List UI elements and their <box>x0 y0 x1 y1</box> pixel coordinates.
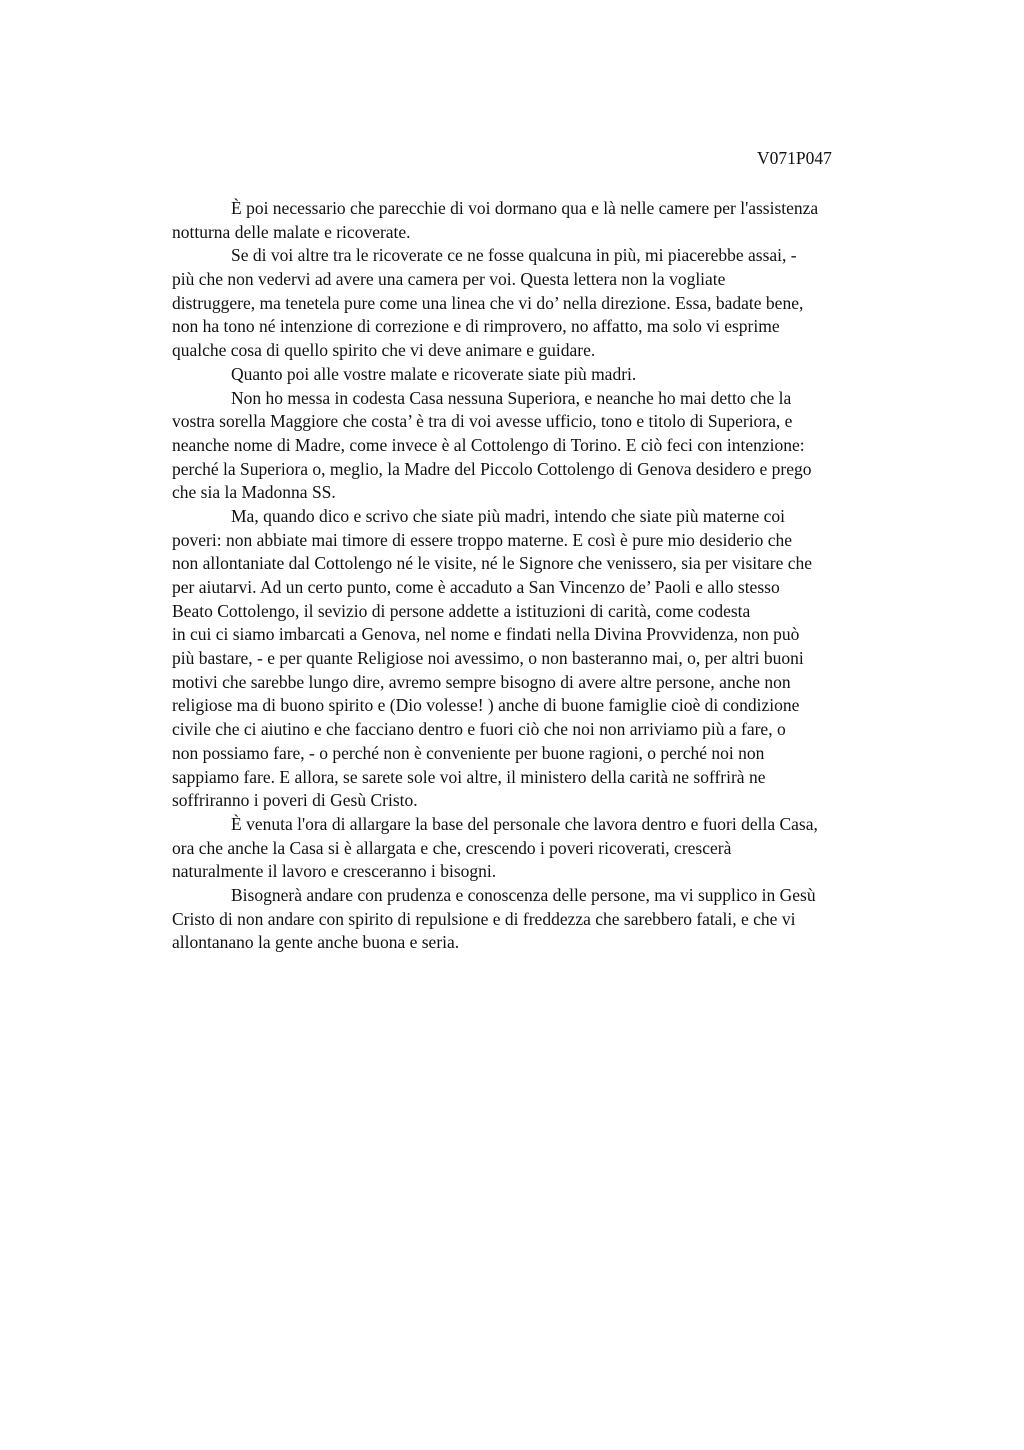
text-line: Bisognerà andare con prudenza e conoscenza delle persone, ma vi supplico in Gesù <box>231 884 816 905</box>
text-line: naturalmente il lavoro e cresceranno i bisogni. <box>172 861 497 882</box>
text-line: che sia la Madonna SS. <box>172 482 336 503</box>
text-line: vostra sorella Maggiore che costa’ è tra di voi avesse ufficio, tono e titolo di Superiora, e <box>172 411 793 432</box>
text-line: È poi necessario che parecchie di voi dormano qua e là nelle camere per l'assistenza <box>231 198 819 218</box>
text-line: Beato Cottolengo, il sevizio di persone addette a istituzioni di carità, come codesta <box>172 600 751 621</box>
text-line: non ha tono né intenzione di correzione e di rimprovero, no affatto, ma solo vi esprime <box>172 316 780 337</box>
text-line: poveri: non abbiate mai timore di essere troppo materne. E così è pure mio desiderio che <box>172 529 793 550</box>
text-line: Quanto poi alle vostre malate e ricoverate siate più madri. <box>231 363 637 384</box>
letter-body <box>172 197 932 955</box>
text-line: più bastare, - e per quante Religiose noi avessimo, o non basteranno mai, o, per altri buoni <box>172 648 804 669</box>
text-line: perché la Superiora o, meglio, la Madre del Piccolo Cottolengo di Genova desidero e prego <box>172 458 812 479</box>
page-identifier: V071P047 <box>757 148 832 168</box>
text-line: Ma, quando dico e scrivo che siate più madri, intendo che siate più materne coi <box>231 505 785 526</box>
text-line: È venuta l'ora di allargare la base del personale che lavora dentro e fuori della Casa, <box>231 813 818 834</box>
text-line: non allontaniate dal Cottolengo né le visite, né le Signore che venissero, sia per visitare che <box>172 553 813 574</box>
text-line: Cristo di non andare con spirito di repulsione e di freddezza che sarebbero fatali, e che vi <box>172 908 796 929</box>
text-line: qualche cosa di quello spirito che vi deve animare e guidare. <box>172 340 596 361</box>
text-line: Se di voi altre tra le ricoverate ce ne fosse qualcuna in più, mi piacerebbe assai, - <box>231 245 797 266</box>
text-line: notturna delle malate e ricoverate. <box>172 221 411 242</box>
text-line: in cui ci siamo imbarcati a Genova, nel nome e findati nella Divina Provvidenza, non può <box>172 624 800 645</box>
text-line: religiose ma di buono spirito e (Dio volesse! ) anche di buone famiglie cioè di condizione <box>172 695 800 716</box>
text-line: per aiutarvi. Ad un certo punto, come è accaduto a San Vincenzo de’ Paoli e allo stesso <box>172 577 780 597</box>
text-line: più che non vedervi ad avere una camera per voi. Questa lettera non la vogliate <box>172 269 726 290</box>
text-line: motivi che sarebbe lungo dire, avremo sempre bisogno di avere altre persone, anche non <box>172 671 791 692</box>
text-line: civile che ci aiutino e che facciano dentro e fuori ciò che noi non arriviamo più a fare, o <box>172 719 786 740</box>
text-line: soffriranno i poveri di Gesù Cristo. <box>172 790 418 811</box>
text-line: Non ho messa in codesta Casa nessuna Superiora, e neanche ho mai detto che la <box>231 387 792 408</box>
text-line: non possiamo fare, - o perché non è conveniente per buone ragioni, o perché noi non <box>172 742 765 763</box>
text-line: allontanano la gente anche buona e seria. <box>172 932 460 953</box>
text-line: neanche nome di Madre, come invece è al Cottolengo di Torino. E ciò feci con intenzione: <box>172 434 805 455</box>
text-line: distruggere, ma tenetela pure come una linea che vi do’ nella direzione. Essa, badate bene, <box>172 292 804 313</box>
text-line: ora che anche la Casa si è allargata e che, crescendo i poveri ricoverati, crescerà <box>172 837 732 858</box>
text-line: sappiamo fare. E allora, se sarete sole voi altre, il ministero della carità ne soffrirà ne <box>172 766 766 787</box>
